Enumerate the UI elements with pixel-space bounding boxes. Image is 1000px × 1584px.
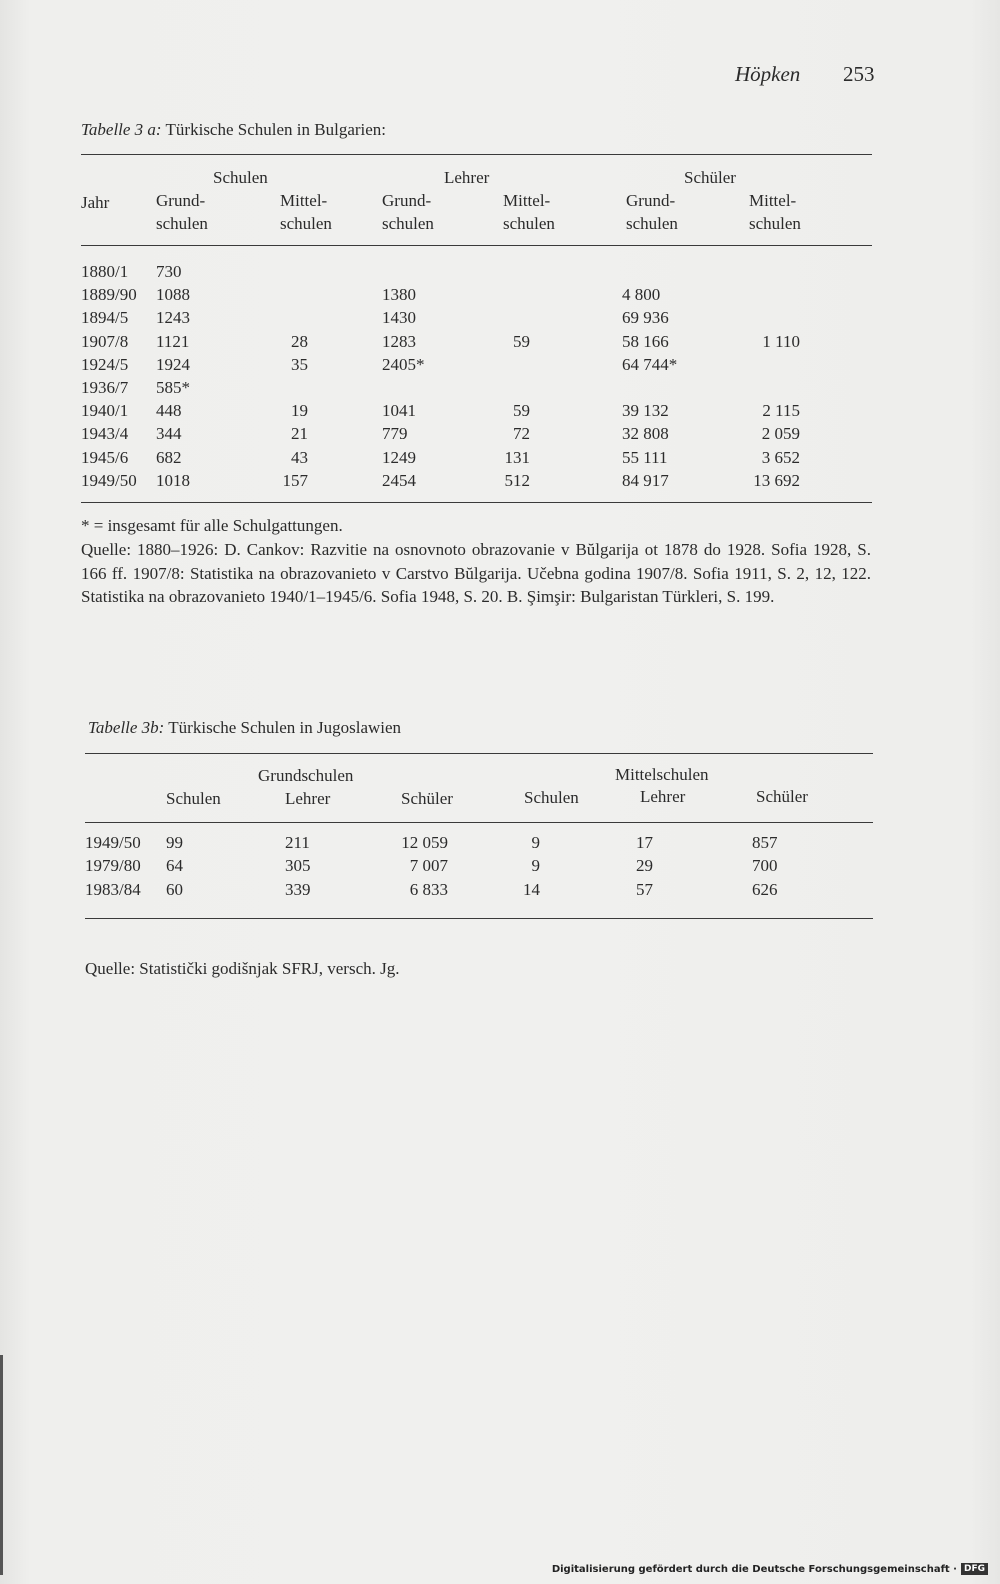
- table-a-subheader: Grund-: [156, 191, 206, 210]
- table-a-year-cell: 1943/4: [81, 424, 129, 444]
- table-b-value-cell: 29: [636, 856, 653, 876]
- table-a-value-cell: 1249: [382, 447, 416, 467]
- table-a-value-cell: 1 110: [762, 331, 800, 351]
- table-a-year-cell: 1880/1: [81, 262, 129, 281]
- table-a-value-cell: 4 800: [622, 285, 661, 305]
- table-a-caption-text: Türkische Schulen in Bulgarien:: [165, 120, 387, 139]
- table-b-value-cell: 12 059: [401, 833, 448, 852]
- table-a-value-cell: 585*: [156, 378, 190, 397]
- table-a-value-cell: 779: [382, 424, 408, 444]
- table-b-value-cell: 9: [531, 856, 540, 876]
- table-a-group-header: Lehrer: [444, 168, 490, 187]
- table-a-subheader: schulen: [626, 214, 678, 233]
- table-b-caption-text: Türkische Schulen in Jugoslawien: [168, 718, 402, 737]
- table-a-subheader: schulen: [382, 214, 434, 233]
- table-a-source: Quelle: 1880–1926: D. Cankov: Razvitie na osnovnoto obrazovanie v Bŭlgarija ot 1878 do 1928. Sofia 1928, S. 166 ff. 1907/8: Statistika na obrazovanieto v Carstvo Bŭlgarija. Učebna godina 1907/8. Sofia 1911, S. 2, 12, 122. Statistika na obrazovanieto 1940/1–1945/6. Sofia 1948, S. 20. B. Şimşir: Bulgaristan Türkleri, S. 199.: [81, 540, 871, 606]
- table-a-year-cell: 1924/5: [81, 354, 129, 374]
- table-a-value-cell: 32 808: [622, 424, 669, 444]
- table-a-value-cell: 3 652: [761, 447, 800, 467]
- table-b-year-cell: 1949/50: [85, 833, 141, 852]
- table-a-value-cell: 131: [504, 447, 530, 467]
- table-a-value-cell: 64 744*: [622, 354, 678, 374]
- table-a-value-cell: 157: [282, 470, 308, 490]
- table-b-value-cell: 211: [285, 833, 310, 852]
- table-a-subheader: schulen: [156, 214, 208, 233]
- table-b-subheader: Lehrer: [640, 787, 686, 806]
- table-b-subheader: Schüler: [756, 787, 808, 806]
- table-b-caption-label: Tabelle 3b:: [88, 718, 165, 737]
- table-b-group-header: Grundschulen: [258, 766, 354, 785]
- table-b-subheader: Schulen: [166, 789, 221, 808]
- table-a-year-cell: 1949/50: [81, 470, 137, 490]
- table-a-subheader: Grund-: [382, 191, 432, 210]
- table-a-footnote: * = insgesamt für alle Schulgattungen.: [81, 516, 343, 535]
- table-a-year-cell: 1907/8: [81, 331, 129, 351]
- table-b-bottom-rule: [85, 918, 873, 919]
- table-a-value-cell: 55 111: [622, 447, 668, 467]
- table-a-value-cell: 19: [291, 401, 308, 421]
- table-a-value-cell: 35: [291, 354, 308, 374]
- table-b-value-cell: 700: [752, 856, 778, 876]
- table-a-subheader: Grund-: [626, 191, 676, 210]
- table-b-value-cell: 14: [523, 879, 540, 899]
- table-a-value-cell: 21: [291, 424, 308, 444]
- table-a-caption-label: Tabelle 3 a:: [81, 120, 162, 139]
- table-b-value-cell: 6 833: [409, 879, 448, 899]
- table-b-source: Quelle: Statistički godišnjak SFRJ, versch. Jg.: [85, 959, 400, 978]
- table-a-value-cell: 28: [291, 331, 308, 351]
- table-a-group-header: Schüler: [684, 168, 736, 187]
- table-a-header-rule: [81, 245, 872, 246]
- running-header-author: Höpken: [735, 62, 801, 86]
- table-a-year-cell: 1894/5: [81, 308, 129, 328]
- table-b-subheader: Schüler: [401, 789, 453, 808]
- table-a-bottom-rule: [81, 502, 872, 503]
- table-b-header-rule: [85, 822, 873, 823]
- table-a-value-cell: 39 132: [622, 401, 669, 421]
- table-b-value-cell: 9: [531, 833, 540, 852]
- table-b-subheader: Schulen: [524, 788, 579, 807]
- table-a-value-cell: 682: [156, 447, 182, 467]
- table-a-group-header: Schulen: [213, 168, 268, 187]
- table-b-value-cell: 7 007: [409, 856, 448, 876]
- table-a-value-cell: 1041: [382, 401, 416, 421]
- table-a-year-cell: 1889/90: [81, 285, 137, 305]
- table-a-value-cell: 2 115: [762, 401, 800, 421]
- table-a-value-cell: 72: [513, 424, 530, 444]
- table-a-value-cell: 69 936: [622, 308, 669, 328]
- table-a-value-cell: 1018: [156, 470, 190, 490]
- table-a-value-cell: 13 692: [753, 470, 800, 490]
- table-a-value-cell: 1088: [156, 285, 190, 305]
- page-number: 253: [843, 62, 875, 86]
- table-a-value-cell: 344: [156, 424, 182, 444]
- table-b-year-cell: 1979/80: [85, 856, 141, 876]
- table-b-subheader: Lehrer: [285, 789, 331, 808]
- table-b-caption: [88, 718, 401, 738]
- table-a-value-cell: 1924: [156, 354, 190, 374]
- footer-text: Digitalisierung gefördert durch die Deutsche Forschungsgemeinschaft ·: [551, 1563, 957, 1575]
- table-a-caption: [81, 120, 386, 140]
- table-a-subheader: Mittel-: [280, 191, 328, 210]
- dfg-logo-icon: DFG: [961, 1563, 988, 1575]
- table-b-value-cell: 339: [285, 879, 311, 899]
- table-a-value-cell: 448: [156, 401, 182, 421]
- table-a-value-cell: 1243: [156, 308, 190, 328]
- table-b-group-header: Mittelschulen: [615, 765, 709, 784]
- table-b-year-cell: 1983/84: [85, 879, 141, 899]
- table-a-value-cell: 43: [291, 447, 308, 467]
- table-a-value-cell: 59: [513, 331, 530, 351]
- table-a-year-header: Jahr: [81, 193, 110, 212]
- table-b-value-cell: 99: [166, 833, 183, 852]
- table-a-value-cell: 84 917: [622, 470, 669, 490]
- table-b-value-cell: 57: [636, 879, 653, 899]
- page-edge-shadow: [0, 1355, 3, 1575]
- table-a-value-cell: 1283: [382, 331, 416, 351]
- table-a-subheader: schulen: [749, 214, 801, 233]
- table-a-value-cell: 730: [156, 262, 182, 281]
- table-a-year-cell: 1945/6: [81, 447, 129, 467]
- table-b-value-cell: 305: [285, 856, 311, 876]
- table-b-value-cell: 17: [636, 833, 653, 852]
- table-b-top-rule: [85, 753, 873, 754]
- table-a-subheader: Mittel-: [503, 191, 551, 210]
- table-a-subheader: schulen: [503, 214, 555, 233]
- table-a-value-cell: 1121: [156, 331, 190, 351]
- table-b-value-cell: 60: [166, 879, 183, 899]
- table-a-subheader: Mittel-: [749, 191, 797, 210]
- table-a-subheader: schulen: [280, 214, 332, 233]
- table-b-value-cell: 64: [166, 856, 183, 876]
- table-a-top-rule: [81, 154, 872, 155]
- table-a-value-cell: 2 059: [761, 424, 800, 444]
- table-a-year-cell: 1940/1: [81, 401, 129, 421]
- table-b-value-cell: 626: [752, 879, 778, 899]
- table-a-value-cell: 1380: [382, 285, 416, 305]
- table-a-value-cell: 1430: [382, 308, 416, 328]
- table-a-year-cell: 1936/7: [81, 378, 129, 397]
- table-a-value-cell: 2454: [382, 470, 416, 490]
- table-a-value-cell: 59: [513, 401, 530, 421]
- table-a-value-cell: 2405*: [382, 354, 425, 374]
- digitization-footer: [552, 1563, 988, 1575]
- table-a-value-cell: 58 166: [622, 331, 669, 351]
- table-b-value-cell: 857: [752, 833, 778, 852]
- table-a-value-cell: 512: [504, 470, 530, 490]
